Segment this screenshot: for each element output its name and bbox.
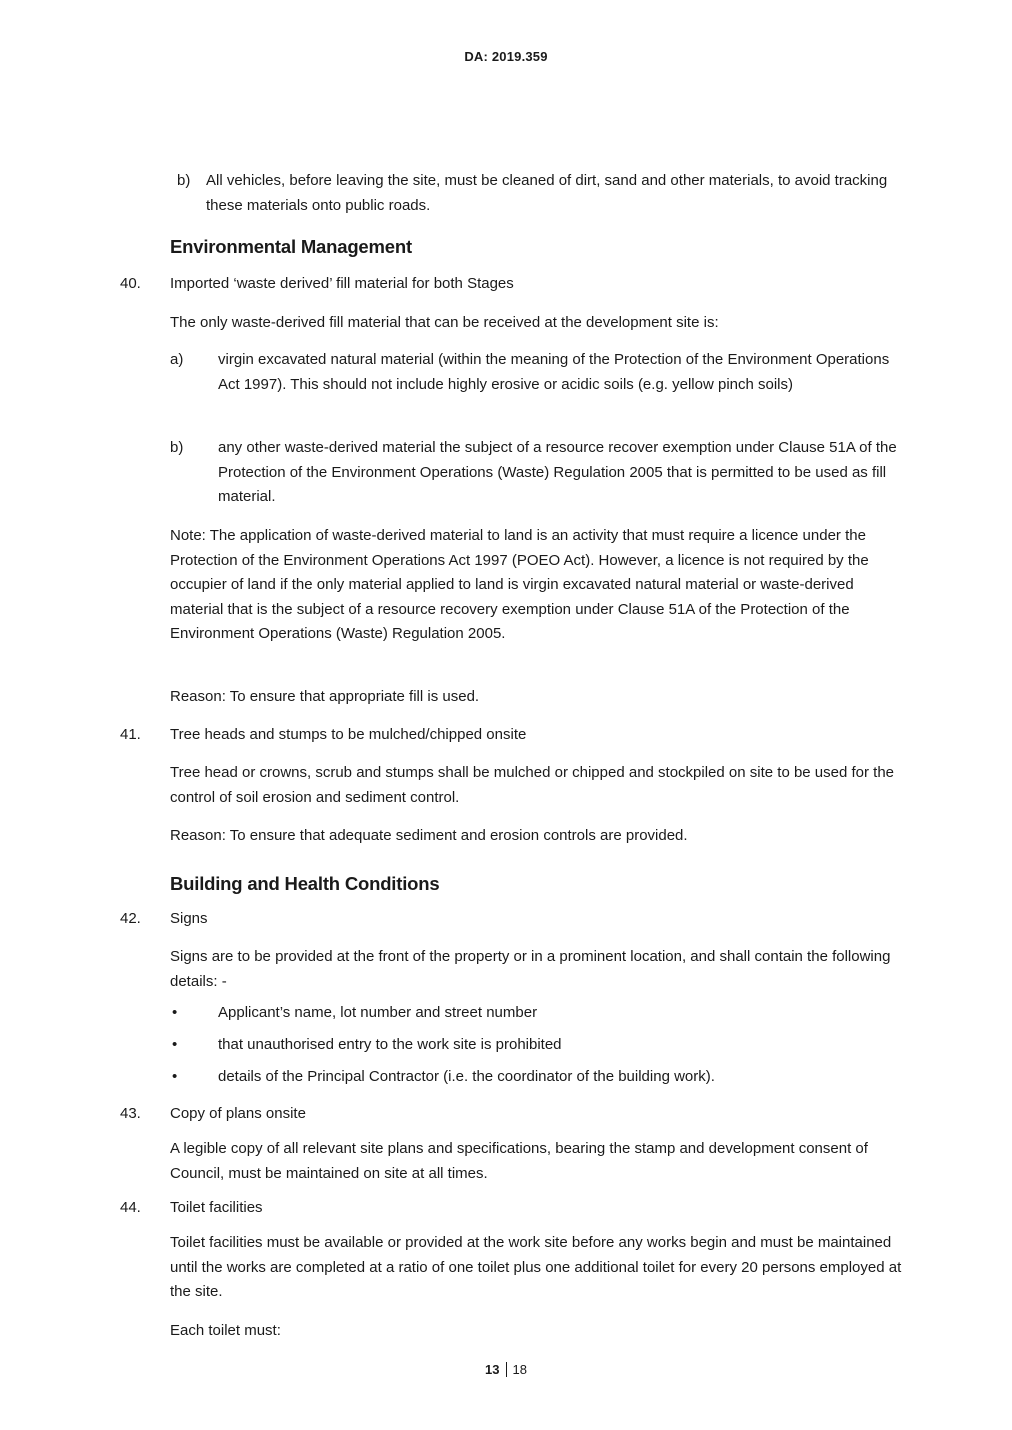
condition-number: 40. — [120, 275, 141, 292]
condition-title: Signs — [170, 910, 208, 927]
page-number: 13 — [485, 1362, 500, 1377]
section-heading: Environmental Management — [170, 236, 412, 257]
condition-body: Toilet facilities must be available or provided at the work site before any works begin and must be maintained until the works are completed at a ratio of one toilet plus one additional toilet for every 20 persons employed at the site. — [170, 1234, 902, 1300]
condition-body: A legible copy of all relevant site plans and specifications, bearing the stamp and development consent of Council, must be maintained on site at all times. — [170, 1140, 868, 1182]
condition-title: Imported ‘waste derived’ fill material for both Stages — [170, 275, 514, 292]
page-total: 18 — [512, 1362, 527, 1377]
condition-note: Note: The application of waste-derived material to land is an activity that must require a licence under the Protection of the Environment Operations Act 1997 (POEO Act). However, a licence is not required by the occupier of land if the only material applied to land is virgin excavated natural material or waste-derived material that is the subject of a resource recovery exemption under Clause 51A of the Protection of the Environment Operations (Waste) Regulation 2005. — [170, 527, 869, 642]
bullet-item: that unauthorised entry to the work site is prohibited — [218, 1036, 562, 1053]
condition-title: Tree heads and stumps to be mulched/chipped onsite — [170, 726, 527, 743]
condition-body: Signs are to be provided at the front of the property or in a prominent location, and shall contain the following details: - — [170, 948, 891, 990]
page-footer — [0, 1362, 1012, 1377]
list-item-label: b) — [177, 172, 191, 189]
condition-reason: Reason: To ensure that adequate sediment and erosion controls are provided. — [170, 827, 688, 844]
list-item-label: b) — [170, 439, 184, 456]
bullet-icon: • — [172, 1004, 178, 1021]
condition-number: 41. — [120, 726, 141, 743]
list-item-text: any other waste-derived material the subject of a resource recover exemption under Clause 51A of the Protection of the Environment Operations (Waste) Regulation 2005 that is permitted to be used as fill material. — [218, 439, 897, 505]
condition-continuation: Each toilet must: — [170, 1322, 281, 1339]
list-item-text: All vehicles, before leaving the site, must be cleaned of dirt, sand and other materials, to avoid tracking these materials onto public roads. — [206, 172, 888, 214]
condition-intro: The only waste-derived fill material that can be received at the development site is: — [170, 314, 719, 331]
bullet-item: Applicant’s name, lot number and street number — [218, 1004, 538, 1021]
list-item-label: a) — [170, 351, 184, 368]
bullet-icon: • — [172, 1036, 178, 1053]
condition-number: 43. — [120, 1105, 141, 1122]
list-item-text: virgin excavated natural material (within the meaning of the Protection of the Environment Operations Act 1997). This should not include highly erosive or acidic soils (e.g. yellow pinch soils) — [218, 351, 890, 393]
condition-number: 42. — [120, 910, 141, 927]
condition-reason: Reason: To ensure that appropriate fill is used. — [170, 688, 480, 705]
condition-title: Copy of plans onsite — [170, 1105, 306, 1122]
bullet-item: details of the Principal Contractor (i.e. the coordinator of the building work). — [218, 1068, 715, 1085]
condition-body: Tree head or crowns, scrub and stumps shall be mulched or chipped and stockpiled on site to be used for the control of soil erosion and sediment control. — [170, 764, 895, 806]
document-reference: DA: 2019.359 — [464, 49, 548, 64]
page-separator — [506, 1362, 507, 1377]
bullet-icon: • — [172, 1068, 178, 1085]
condition-number: 44. — [120, 1199, 141, 1216]
condition-title: Toilet facilities — [170, 1199, 263, 1216]
section-heading: Building and Health Conditions — [170, 873, 440, 894]
